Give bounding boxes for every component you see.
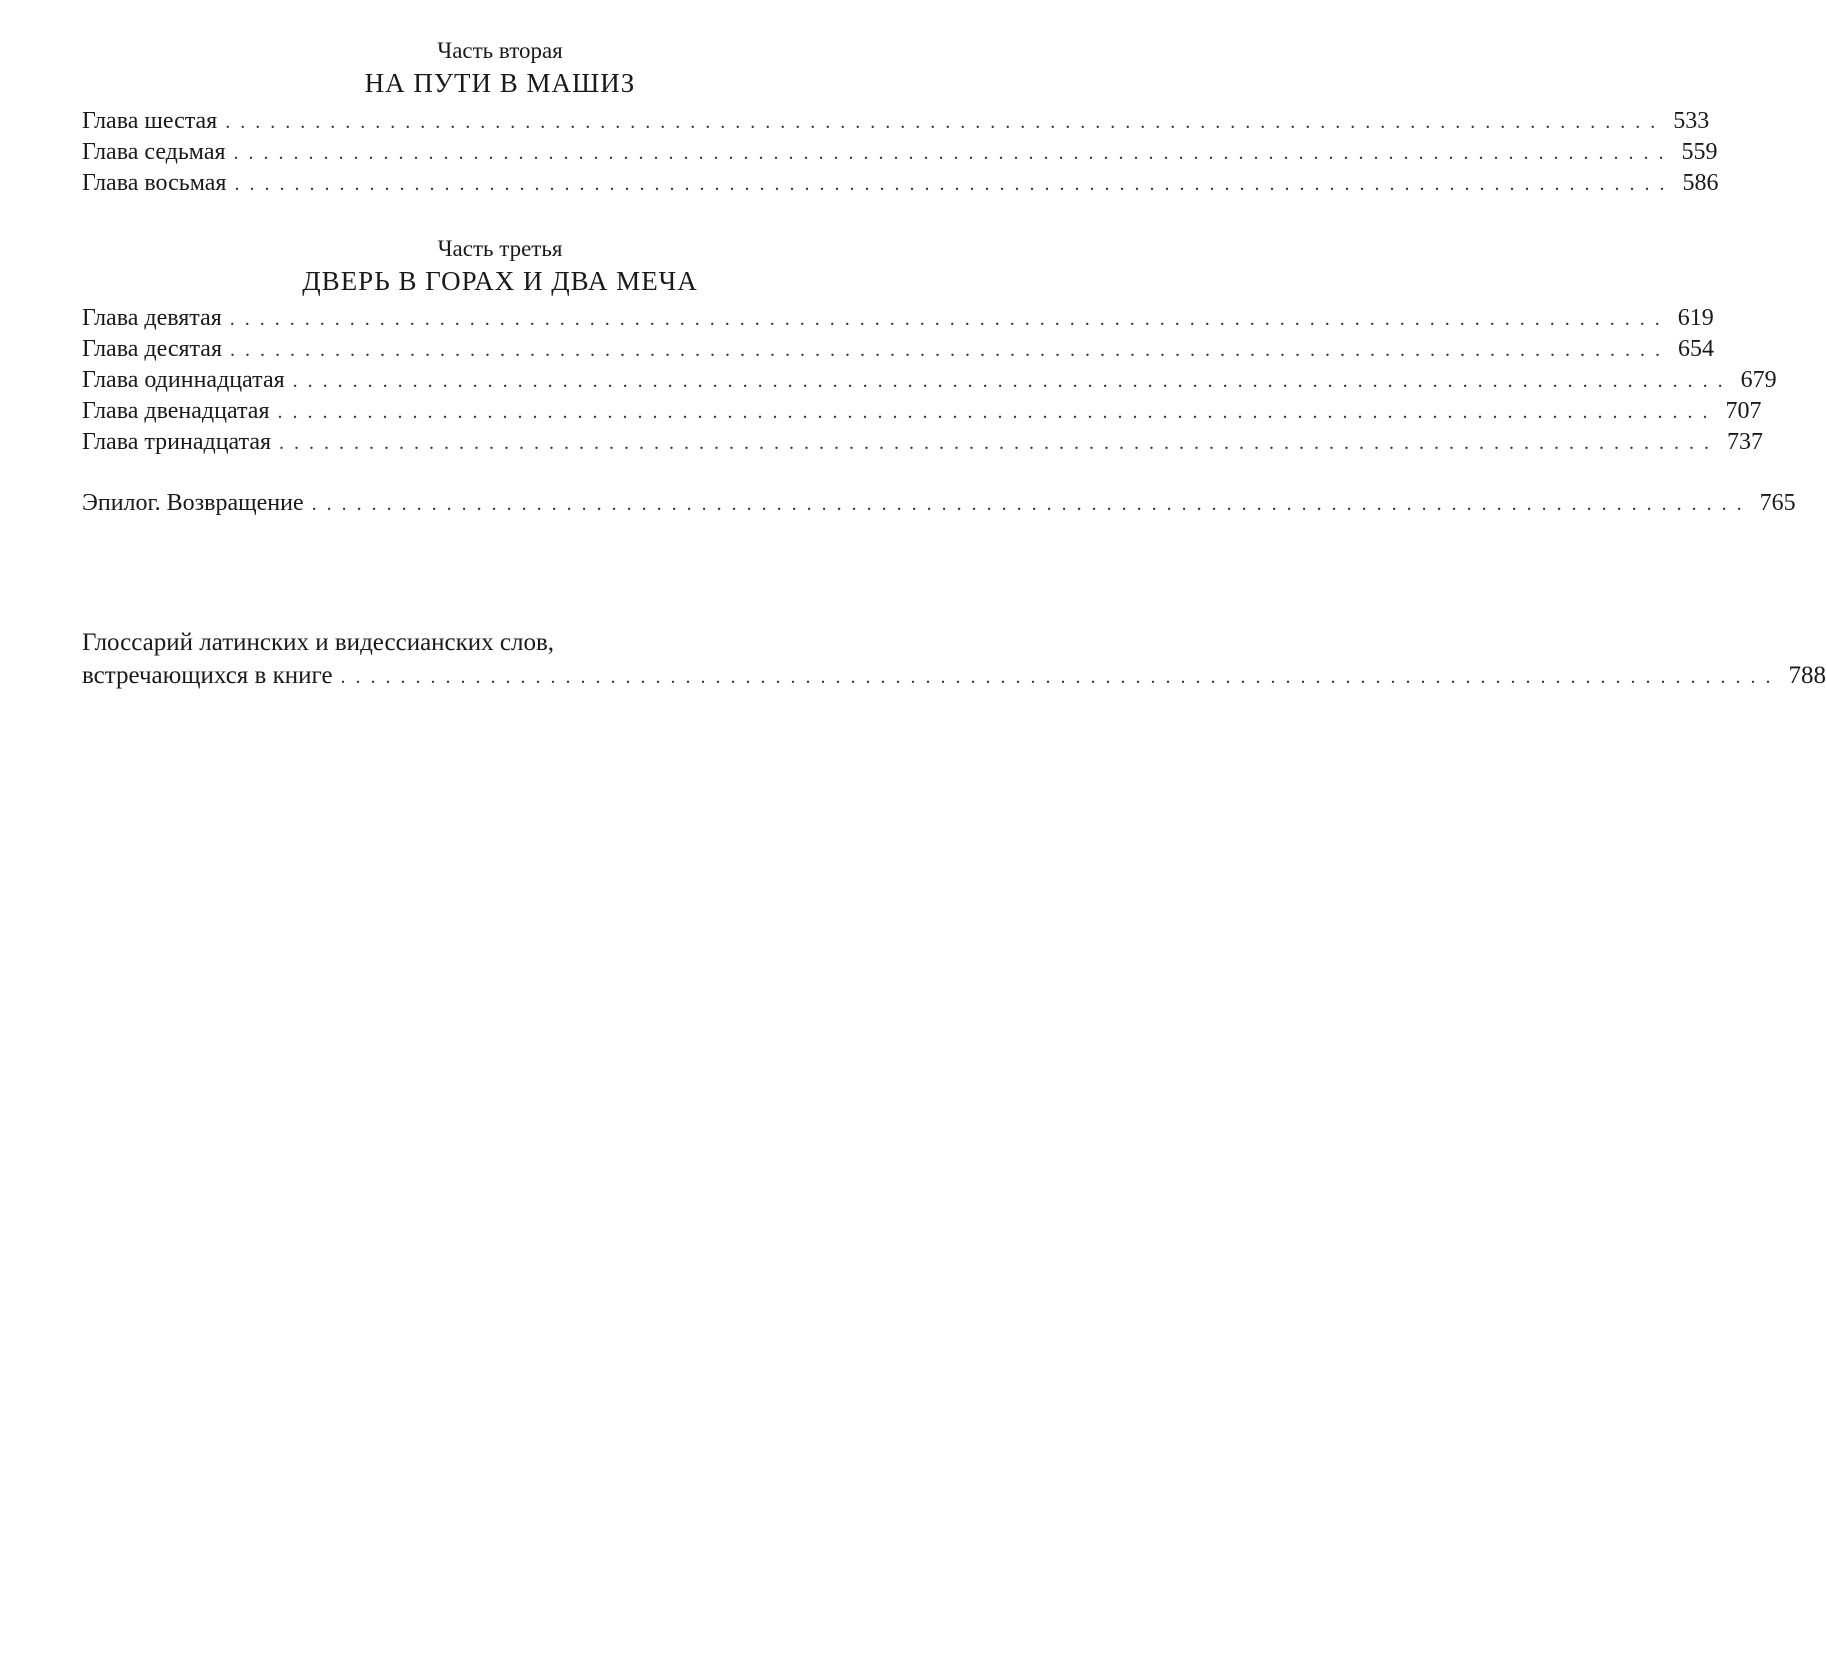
toc-entry-label: Эпилог. Возвращение bbox=[82, 490, 304, 516]
dot-leader: ................................................................................................ bbox=[277, 401, 1718, 423]
toc-entry-page: 788 bbox=[1788, 662, 1826, 689]
toc-entry[interactable] bbox=[82, 365, 1777, 395]
toc-entry-label: Глава девятая bbox=[82, 305, 222, 331]
toc-entry-page: 619 bbox=[1677, 305, 1714, 331]
toc-entry-label: Глава одиннадцатая bbox=[82, 367, 285, 393]
dot-leader: ................................................................................................ bbox=[225, 111, 1666, 133]
toc-entry[interactable] bbox=[82, 303, 1714, 333]
dot-leader: ................................................................................................ bbox=[279, 432, 1720, 454]
toc-entry-label: Глава десятая bbox=[82, 336, 222, 362]
toc-entry-label: Глава двенадцатая bbox=[82, 398, 270, 424]
dot-leader: ................................................................................................ bbox=[311, 493, 1752, 515]
dot-leader: ................................................................................................ bbox=[292, 370, 1733, 392]
part2-label: Часть вторая bbox=[437, 38, 563, 63]
toc-entry-label: Глава восьмая bbox=[82, 170, 227, 196]
toc-entry[interactable] bbox=[82, 168, 1719, 198]
dot-leader: ................................................................................................ bbox=[234, 173, 1675, 195]
toc-entry-page: 654 bbox=[1678, 336, 1714, 362]
dot-leader: ................................................................................................ bbox=[340, 666, 1781, 688]
part2-title: НА ПУТИ В МАШИЗ bbox=[364, 68, 636, 98]
toc-entry[interactable] bbox=[82, 396, 1762, 426]
toc-entry-label: Глава седьмая bbox=[82, 139, 226, 165]
part3-label: Часть третья bbox=[437, 236, 563, 261]
toc-entry-label: Глава шестая bbox=[82, 108, 218, 134]
toc-entry-page: 533 bbox=[1673, 108, 1710, 134]
toc-entry-page: 586 bbox=[1682, 170, 1719, 196]
toc-entry[interactable] bbox=[82, 137, 1718, 167]
toc-entry[interactable] bbox=[82, 427, 1764, 457]
toc-entry-page: 765 bbox=[1759, 490, 1796, 516]
toc-entry-page: 707 bbox=[1725, 398, 1762, 424]
toc-entry[interactable] bbox=[82, 106, 1710, 136]
glossary-title-line1: Глоссарий латинских и видессианских слов, bbox=[82, 629, 555, 656]
toc-entry-glossary[interactable] bbox=[82, 660, 1826, 692]
dot-leader: ................................................................................................ bbox=[233, 142, 1674, 164]
dot-leader: ................................................................................................ bbox=[230, 339, 1670, 361]
toc-entry-page: 737 bbox=[1727, 429, 1764, 455]
glossary-title-line2: встречающихся в книге bbox=[82, 662, 333, 689]
part3-title: ДВЕРЬ В ГОРАХ И ДВА МЕЧА bbox=[302, 266, 698, 296]
toc-entry-epilogue[interactable] bbox=[82, 488, 1796, 518]
toc-entry[interactable] bbox=[82, 334, 1714, 364]
toc-entry-page: 559 bbox=[1681, 139, 1718, 165]
dot-leader: ................................................................................................ bbox=[229, 308, 1670, 330]
toc-entry-label: Глава тринадцатая bbox=[82, 429, 272, 455]
toc-entry-page: 679 bbox=[1740, 367, 1777, 393]
